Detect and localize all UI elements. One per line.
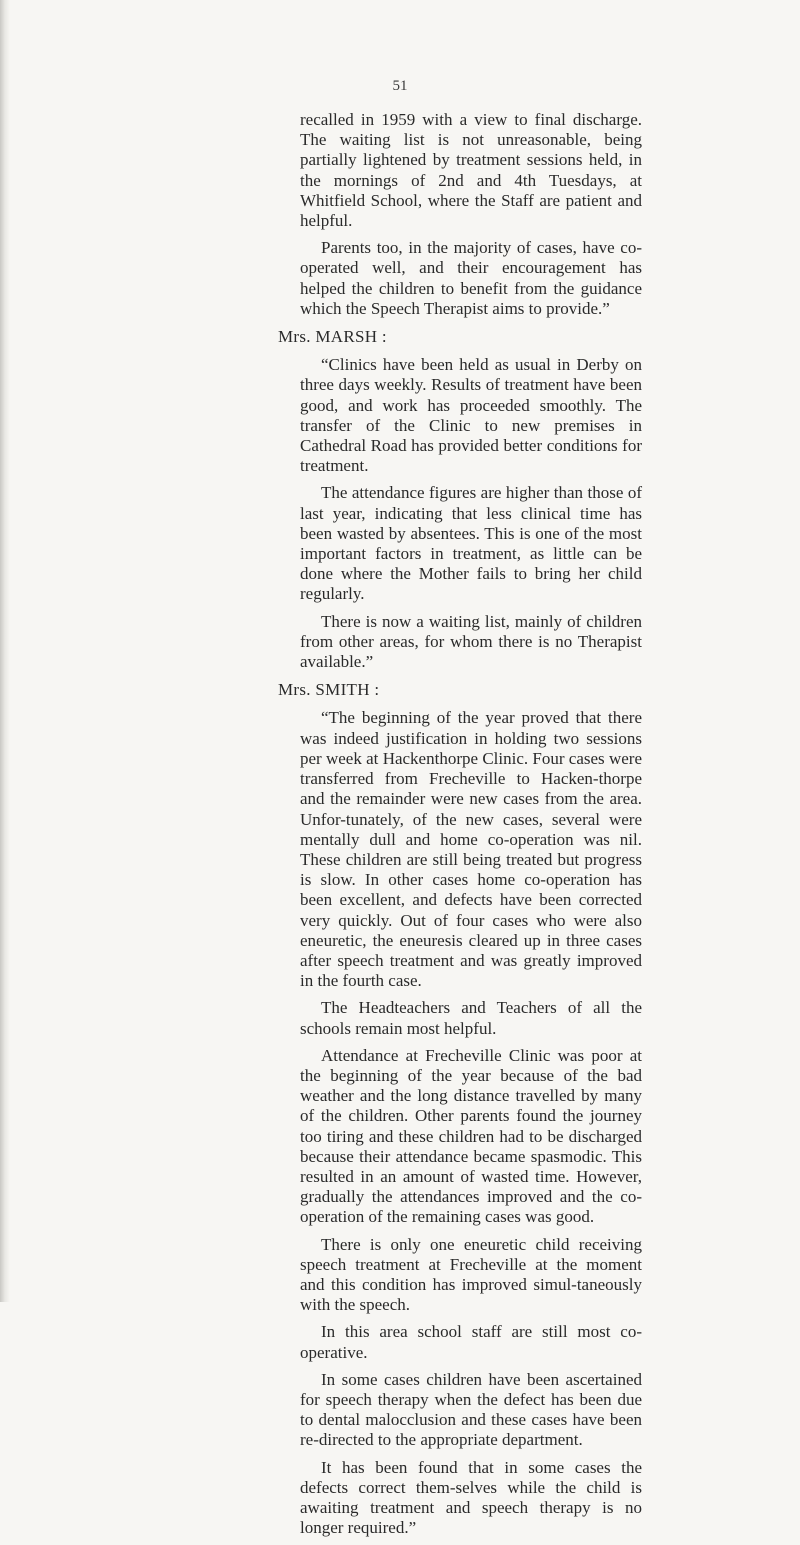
paragraph: There is only one eneuretic child receiving speech treatment at Frecheville at the moment and this condition has improved simul-taneously with the speech. (300, 1234, 642, 1315)
paragraph-continued: recalled in 1959 with a view to final discharge. The waiting list is not unreasonable, being partially lightened by treatment sessions held, in the mornings of 2nd and 4th Tuesdays, at Whitfield School, where the Staff are patient and helpful. (300, 110, 642, 231)
speaker-heading-marsh: Mrs. MARSH : (278, 327, 387, 347)
paragraph: In this area school staff are still most co-operative. (300, 1322, 642, 1362)
document-body (278, 110, 642, 1545)
paragraph: Parents too, in the majority of cases, have co-operated well, and their encouragement has helped the children to benefit from the guidance which the Speech Therapist aims to provide.” (300, 238, 642, 318)
page-edge-shadow (0, 0, 10, 1302)
paragraph: “Clinics have been held as usual in Derby on three days weekly. Results of treatment have been good, and work has proceeded smoothly. The transfer of the Clinic to new premises in Cathedral Road has provided better conditions for treatment. (300, 355, 642, 476)
page-number: 51 (392, 78, 408, 94)
paragraph: In some cases children have been ascertained for speech therapy when the defect has been due to dental malocclusion and these cases have been re-directed to the appropriate department. (300, 1369, 642, 1450)
paragraph: “The beginning of the year proved that there was indeed justification in holding two sessions per week at Hackenthorpe Clinic. Four cases were transferred from Frecheville to Hacken-thorpe and the remainder were new cases from the area. Unfor-tunately, of the new cases, several were mentally dull and home co-operation was nil. These children are still being treated but progress is slow. In other cases home co-operation has been excellent, and defects have been corrected very quickly. Out of four cases who were also eneuretic, the eneuresis cleared up in three cases after speech treatment and was greatly improved in the fourth case. (300, 708, 642, 991)
paragraph: The Headteachers and Teachers of all the schools remain most helpful. (300, 998, 642, 1038)
paragraph: There is now a waiting list, mainly of children from other areas, for whom there is no Therapist available.” (300, 611, 642, 672)
paragraph: The attendance figures are higher than those of last year, indicating that less clinical time has been wasted by absentees. This is one of the most important factors in treatment, as little can be done where the Mother fails to bring her child regularly. (300, 483, 642, 604)
paragraph: It has been found that in some cases the defects correct them-selves while the child is awaiting treatment and speech therapy is no longer required.” (300, 1457, 642, 1538)
paragraph: Attendance at Frecheville Clinic was poor at the beginning of the year because of the bad weather and the long distance travelled by many of the children. Other parents found the journey too tiring and these children had to be discharged because their attendance became spasmodic. This resulted in an amount of wasted time. However, gradually the attendances improved and the co-operation of the remaining cases was good. (300, 1045, 642, 1227)
speaker-heading-smith: Mrs. SMITH : (278, 680, 380, 700)
